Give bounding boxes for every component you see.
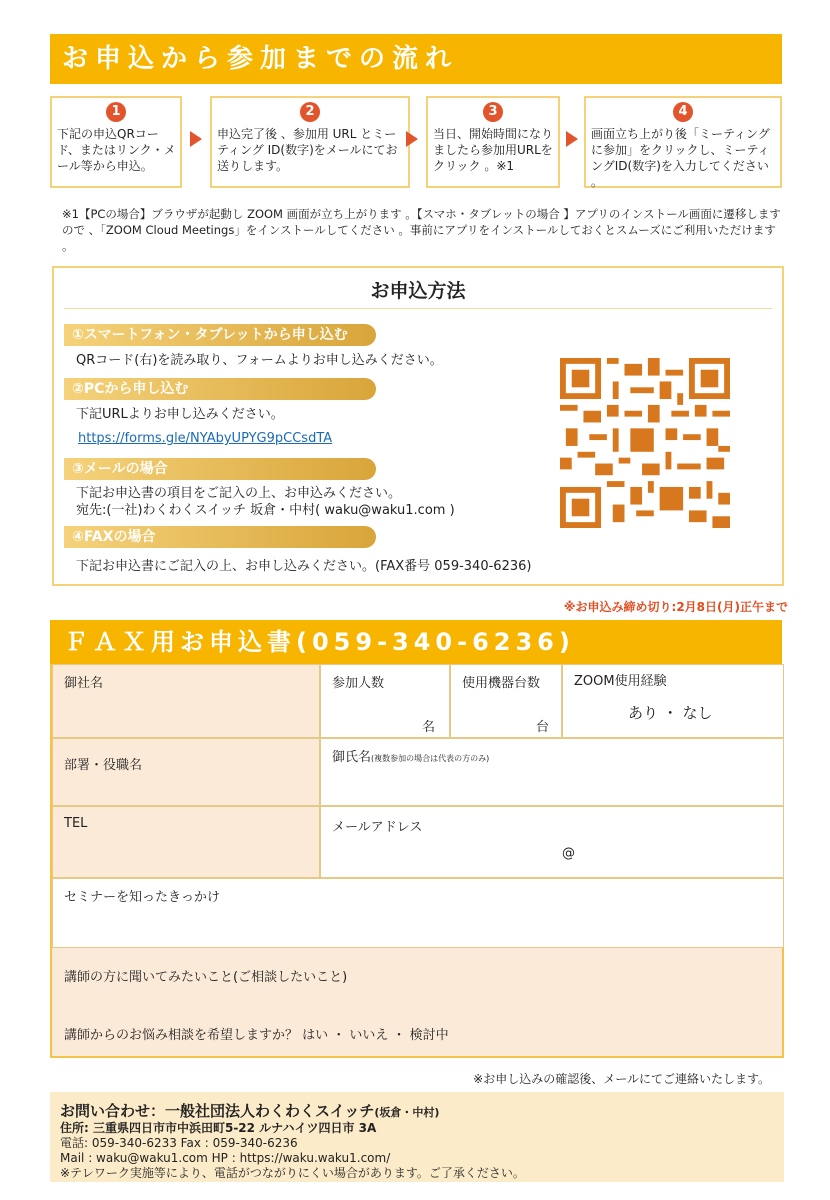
zoom-experience-label: ZOOM使用経験 xyxy=(574,674,667,689)
step-text: 下記の申込QRコード、またはリンク・メール等から申込。 xyxy=(57,127,176,173)
method-head-smartphone: ①スマートフォン・タブレットから申し込む xyxy=(64,324,376,346)
at-sign: @ xyxy=(562,846,575,861)
step-number: 2 xyxy=(300,102,320,122)
confirm-note: ※お申し込みの確認後、メールにてご連絡いたします。 xyxy=(473,1072,770,1086)
qr-code-icon[interactable] xyxy=(560,358,730,528)
step-number: 1 xyxy=(106,102,126,122)
method-text: 下記お申込書の項目をご記入の上、お申込みください。 xyxy=(76,486,402,501)
step-text: 当日、開始時間になりましたら参加用URLをクリック 。※1 xyxy=(433,127,554,173)
company-label: 御社名 xyxy=(64,676,104,691)
method-text: 下記お申込書にご記入の上、お申し込みください。(FAX番号 059-340-6236) xyxy=(76,559,532,574)
method-text: 宛先:(一社)わくわくスイッチ 坂倉・中村( waku@waku1.com ) xyxy=(76,503,455,518)
method-title: お申込方法 xyxy=(370,280,466,302)
email-label: メールアドレス xyxy=(332,820,423,835)
arrow-right-icon xyxy=(566,131,578,147)
arrow-right-icon xyxy=(190,131,202,147)
method-head-mail: ③メールの場合 xyxy=(64,458,376,480)
contact-box xyxy=(50,1092,784,1182)
consult-question[interactable]: 講師からのお悩み相談を希望しますか？ はい ・ いいえ ・ 検討中 xyxy=(64,1028,449,1043)
divider xyxy=(64,308,772,309)
step-number: 4 xyxy=(673,102,693,122)
method-head-fax: ④FAXの場合 xyxy=(64,526,376,548)
participants-unit: 名 xyxy=(422,720,436,735)
form-link[interactable]: https://forms.gle/NYAbyUPYG9pCCsdTA xyxy=(78,431,333,446)
step-4 xyxy=(584,96,782,188)
method-text: QRコード(右)を読み取り、フォームよりお申し込みください。 xyxy=(76,353,443,368)
method-box xyxy=(52,266,784,586)
step-2 xyxy=(210,96,410,188)
question-label: 講師の方に聞いてみたいこと(ご相談したいこと) xyxy=(64,970,348,985)
name-label: 御氏名(複数参加の場合は代表の方のみ) xyxy=(332,750,490,765)
contact-note: ※テレワーク実施等により、電話がつながりにくい場合があります。ご了承ください。 xyxy=(60,1166,525,1180)
participants-label: 参加人数 xyxy=(332,676,385,691)
dept-label: 部署・役職名 xyxy=(64,758,143,773)
contact-phone: 電話: 059-340-6233 Fax : 059-340-6236 xyxy=(60,1136,298,1150)
name-note: (複数参加の場合は代表の方のみ) xyxy=(371,754,490,763)
step-3 xyxy=(426,96,560,188)
step-text: 申込完了後 、参加用 URL とミーティング ID(数字)をメールにてお送りします。 xyxy=(217,127,398,173)
zoom-experience-choice[interactable]: あり ・ なし xyxy=(628,704,713,722)
trigger-label: セミナーを知ったきっかけ xyxy=(64,890,221,905)
contact-address: 住所: 三重県四日市市中浜田町5-22 ルナハイツ四日市 3A xyxy=(60,1121,377,1135)
step-number: 3 xyxy=(483,102,503,122)
step-text: 画面立ち上がり後「ミーティングに参加」をクリックし、ミーティングID(数字)を入力してください 。 xyxy=(591,127,770,189)
step-1 xyxy=(50,96,182,188)
tel-label: TEL xyxy=(64,816,88,831)
flow-title: お申込から参加までの流れ xyxy=(50,34,782,84)
flow-note: ※1【PCの場合】ブラウザが起動し ZOOM 画面が立ち上がります 。【スマホ・タブレットの場合 】アプリのインストール画面に遷移しますので 、「ZOOM Cloud Meetings」をインストールしてください 。事前にアプリをインストールしておくとスムーズにご利用いただけます 。 xyxy=(62,207,781,253)
fax-form xyxy=(50,664,784,1058)
contact-title: お問い合わせ：一般社団法人わくわくスイッチ(坂倉・中村) xyxy=(60,1102,440,1120)
tel-field[interactable] xyxy=(52,806,320,878)
method-head-pc: ②PCから申し込む xyxy=(64,378,376,400)
method-text: 下記URLよりお申し込みください。 xyxy=(76,407,284,422)
devices-label: 使用機器台数 xyxy=(462,676,541,691)
deadline: ※お申込み締め切り:2月8日(月)正午まで xyxy=(563,600,788,614)
contact-mail[interactable]: Mail : waku@waku1.com HP : https://waku.waku1.com/ xyxy=(60,1151,391,1165)
arrow-right-icon xyxy=(406,131,418,147)
fax-title: ＦＡＸ用お申込書(059-340-6236) xyxy=(50,620,782,664)
devices-unit: 台 xyxy=(536,720,550,735)
